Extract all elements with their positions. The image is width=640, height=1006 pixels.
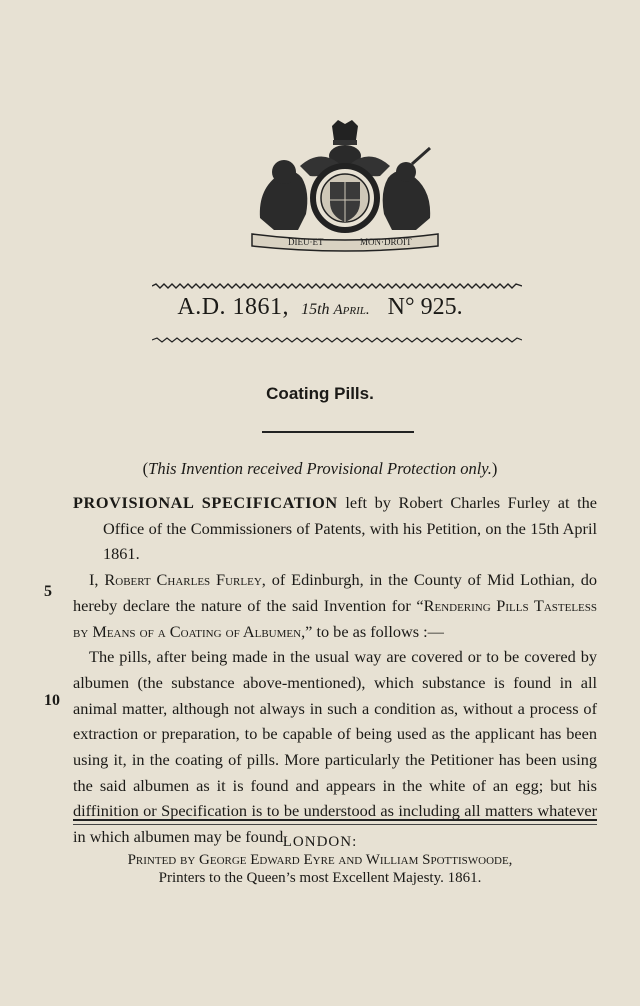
patent-date — [301, 301, 370, 318]
specification-paragraph-3: The pills, after being made in the usual way are covered or to be covered by albumen (the substance above-mentioned), which substance is found in all animal matter, although not always in such a condition as, without a process of extraction or preparation, to be capable of being used as the applicant has been using it, in the coating of pills. More particularly the Petitioner has been using the said albumen as it is found and appears in the white of an egg; but his diffinition or Specification is to be understood as including all matters whatever in which albumen may be found. — [73, 647, 597, 847]
printer-imprint — [0, 833, 640, 887]
patent-date-day: 15th — [301, 301, 330, 318]
top-ornamental-rule — [152, 283, 522, 289]
title-rule — [262, 431, 414, 433]
patent-header — [0, 294, 640, 321]
footer-rule-thin — [73, 824, 597, 825]
line-number-10: 10 — [44, 692, 60, 709]
specification-paragraph-1 — [73, 490, 597, 567]
patent-year: A.D. 1861, — [177, 294, 290, 320]
motto-right: MON·DROIT — [360, 237, 412, 247]
patent-date-month: April. — [333, 302, 370, 318]
specification-para1-text: left by Robert Charles Furley at the Office of the Commissioners of Patents, with his Petition, on the 15th April 1861. — [103, 493, 597, 564]
specification-paragraph-2 — [73, 567, 597, 644]
para2-mid: , of Edinburgh, in the County of Mid Lothian, do hereby declare the nature of the said Invention for “ — [73, 570, 597, 615]
invention-name: Rendering Pills Tasteless by Means of a Coating of Albumen — [73, 595, 597, 641]
line-number-5: 5 — [44, 583, 52, 600]
inventor-name: Robert Charles Furley — [104, 570, 262, 590]
para2-start: I, — [89, 570, 99, 590]
provisional-protection-text: This Invention received Provisional Protection only. — [148, 459, 492, 478]
specification-body — [73, 490, 597, 850]
motto-left: DIEU·ET — [288, 237, 324, 247]
invention-title: Coating Pills. — [266, 384, 374, 403]
patent-number: N° 925. — [387, 294, 463, 320]
imprint-printers: Printed by George Edward Eyre and William Spottiswoode, — [127, 852, 513, 868]
para2-end: ,” to be as follows :— — [301, 621, 444, 641]
royal-coat-of-arms — [240, 118, 450, 254]
provisional-protection-note: (This Invention received Provisional Protection only.) — [142, 459, 498, 478]
imprint-city: LONDON: — [282, 834, 358, 850]
header-bottom-ornamental-rule — [152, 337, 522, 343]
specification-heading: PROVISIONAL SPECIFICATION — [73, 493, 338, 512]
footer-rule-thick — [73, 819, 597, 821]
imprint-majesty: Printers to the Queen’s most Excellent Majesty. 1861. — [158, 870, 482, 886]
